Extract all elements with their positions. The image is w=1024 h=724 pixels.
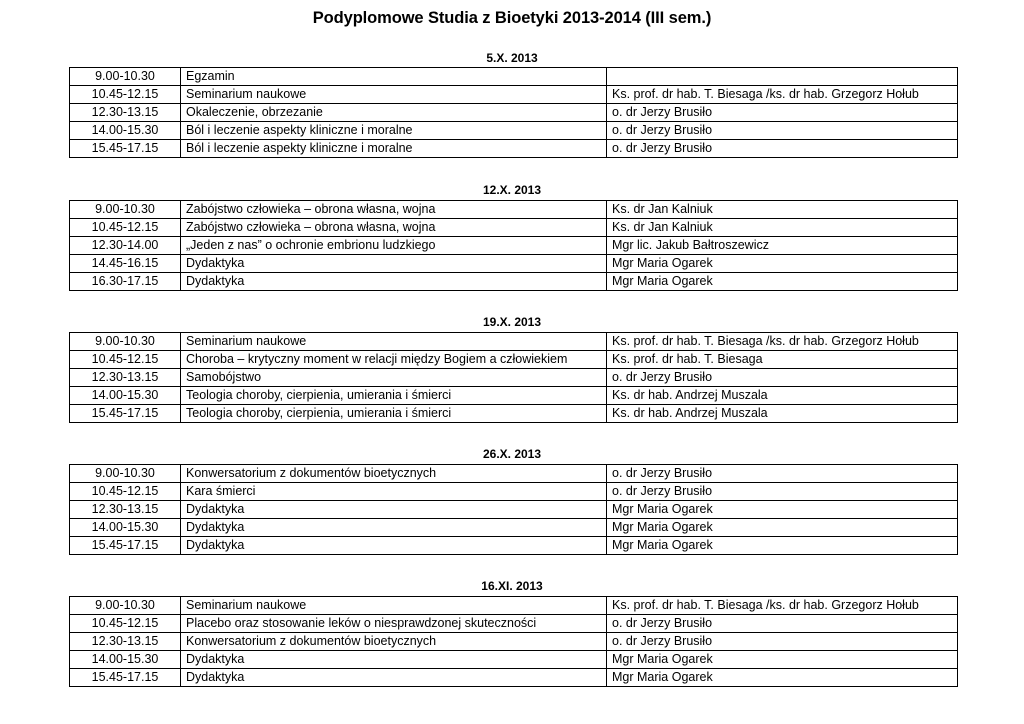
topic-cell: Dydaktyka bbox=[181, 501, 607, 519]
topic-cell: Ból i leczenie aspekty kliniczne i moralne bbox=[181, 140, 607, 158]
lecturer-cell: Mgr Maria Ogarek bbox=[607, 255, 958, 273]
lecturer-cell: Ks. prof. dr hab. T. Biesaga /ks. dr hab. Grzegorz Hołub bbox=[607, 597, 958, 615]
time-cell: 14.00-15.30 bbox=[70, 519, 181, 537]
topic-cell: Okaleczenie, obrzezanie bbox=[181, 104, 607, 122]
page-title: Podyplomowe Studia z Bioetyki 2013-2014 (III sem.) bbox=[312, 9, 712, 27]
table-row bbox=[70, 122, 958, 140]
lecturer-cell: o. dr Jerzy Brusiło bbox=[607, 465, 958, 483]
lecturer-cell: o. dr Jerzy Brusiło bbox=[607, 483, 958, 501]
day-schedule-table bbox=[69, 67, 958, 158]
time-cell: 12.30-13.15 bbox=[70, 633, 181, 651]
topic-cell: Placebo oraz stosowanie leków o niesprawdzonej skuteczności bbox=[181, 615, 607, 633]
time-cell: 14.00-15.30 bbox=[70, 651, 181, 669]
table-row bbox=[70, 86, 958, 104]
lecturer-cell: Mgr Maria Ogarek bbox=[607, 273, 958, 291]
time-cell: 10.45-12.15 bbox=[70, 351, 181, 369]
day-schedule-table bbox=[69, 596, 958, 687]
time-cell: 12.30-13.15 bbox=[70, 104, 181, 122]
lecturer-cell: Ks. dr hab. Andrzej Muszala bbox=[607, 387, 958, 405]
lecturer-cell: Mgr lic. Jakub Bałtroszewicz bbox=[607, 237, 958, 255]
table-row bbox=[70, 201, 958, 219]
table-row bbox=[70, 537, 958, 555]
topic-cell: Dydaktyka bbox=[181, 651, 607, 669]
topic-cell: Konwersatorium z dokumentów bioetycznych bbox=[181, 465, 607, 483]
time-cell: 16.30-17.15 bbox=[70, 273, 181, 291]
time-cell: 10.45-12.15 bbox=[70, 483, 181, 501]
time-cell: 15.45-17.15 bbox=[70, 537, 181, 555]
topic-cell: Teologia choroby, cierpienia, umierania i śmierci bbox=[181, 387, 607, 405]
topic-cell: Samobójstwo bbox=[181, 369, 607, 387]
time-cell: 14.45-16.15 bbox=[70, 255, 181, 273]
topic-cell: Seminarium naukowe bbox=[181, 597, 607, 615]
table-row bbox=[70, 104, 958, 122]
table-row bbox=[70, 68, 958, 86]
topic-cell: Zabójstwo człowieka – obrona własna, wojna bbox=[181, 219, 607, 237]
table-row bbox=[70, 219, 958, 237]
lecturer-cell: Ks. dr Jan Kalniuk bbox=[607, 201, 958, 219]
table-row bbox=[70, 140, 958, 158]
day-date: 26.X. 2013 bbox=[482, 447, 542, 461]
topic-cell: Dydaktyka bbox=[181, 255, 607, 273]
lecturer-cell: o. dr Jerzy Brusiło bbox=[607, 122, 958, 140]
table-row bbox=[70, 351, 958, 369]
table-row bbox=[70, 633, 958, 651]
time-cell: 15.45-17.15 bbox=[70, 405, 181, 423]
table-row bbox=[70, 483, 958, 501]
time-cell: 15.45-17.15 bbox=[70, 669, 181, 687]
lecturer-cell: Mgr Maria Ogarek bbox=[607, 519, 958, 537]
topic-cell: Kara śmierci bbox=[181, 483, 607, 501]
topic-cell: Seminarium naukowe bbox=[181, 86, 607, 104]
lecturer-cell: Ks. dr Jan Kalniuk bbox=[607, 219, 958, 237]
lecturer-cell: o. dr Jerzy Brusiło bbox=[607, 633, 958, 651]
day-schedule-table bbox=[69, 464, 958, 555]
topic-cell: Seminarium naukowe bbox=[181, 333, 607, 351]
time-cell: 9.00-10.30 bbox=[70, 201, 181, 219]
lecturer-cell: Mgr Maria Ogarek bbox=[607, 537, 958, 555]
lecturer-cell: Ks. dr hab. Andrzej Muszala bbox=[607, 405, 958, 423]
day-schedule-table bbox=[69, 332, 958, 423]
topic-cell: Dydaktyka bbox=[181, 537, 607, 555]
table-row bbox=[70, 255, 958, 273]
time-cell: 14.00-15.30 bbox=[70, 387, 181, 405]
lecturer-cell bbox=[607, 68, 958, 86]
topic-cell: Dydaktyka bbox=[181, 669, 607, 687]
lecturer-cell: o. dr Jerzy Brusiło bbox=[607, 140, 958, 158]
table-row bbox=[70, 597, 958, 615]
lecturer-cell: Ks. prof. dr hab. T. Biesaga /ks. dr hab. Grzegorz Hołub bbox=[607, 333, 958, 351]
topic-cell: Egzamin bbox=[181, 68, 607, 86]
topic-cell: Dydaktyka bbox=[181, 519, 607, 537]
lecturer-cell: o. dr Jerzy Brusiło bbox=[607, 369, 958, 387]
lecturer-cell: Ks. prof. dr hab. T. Biesaga /ks. dr hab. Grzegorz Hołub bbox=[607, 86, 958, 104]
time-cell: 10.45-12.15 bbox=[70, 86, 181, 104]
lecturer-cell: o. dr Jerzy Brusiło bbox=[607, 104, 958, 122]
day-date: 5.X. 2013 bbox=[486, 51, 538, 65]
table-row bbox=[70, 405, 958, 423]
topic-cell: Ból i leczenie aspekty kliniczne i moralne bbox=[181, 122, 607, 140]
time-cell: 15.45-17.15 bbox=[70, 140, 181, 158]
table-row bbox=[70, 333, 958, 351]
table-row bbox=[70, 369, 958, 387]
time-cell: 9.00-10.30 bbox=[70, 333, 181, 351]
lecturer-cell: Mgr Maria Ogarek bbox=[607, 651, 958, 669]
day-schedule-table bbox=[69, 200, 958, 291]
table-row bbox=[70, 651, 958, 669]
time-cell: 9.00-10.30 bbox=[70, 597, 181, 615]
lecturer-cell: o. dr Jerzy Brusiło bbox=[607, 615, 958, 633]
topic-cell: „Jeden z nas” o ochronie embrionu ludzkiego bbox=[181, 237, 607, 255]
table-row bbox=[70, 519, 958, 537]
table-row bbox=[70, 387, 958, 405]
topic-cell: Dydaktyka bbox=[181, 273, 607, 291]
table-row bbox=[70, 237, 958, 255]
time-cell: 9.00-10.30 bbox=[70, 465, 181, 483]
time-cell: 10.45-12.15 bbox=[70, 219, 181, 237]
time-cell: 14.00-15.30 bbox=[70, 122, 181, 140]
time-cell: 10.45-12.15 bbox=[70, 615, 181, 633]
topic-cell: Choroba – krytyczny moment w relacji między Bogiem a człowiekiem bbox=[181, 351, 607, 369]
table-row bbox=[70, 501, 958, 519]
day-date: 12.X. 2013 bbox=[482, 183, 542, 197]
table-row bbox=[70, 669, 958, 687]
lecturer-cell: Mgr Maria Ogarek bbox=[607, 501, 958, 519]
table-row bbox=[70, 465, 958, 483]
day-date: 19.X. 2013 bbox=[482, 315, 542, 329]
time-cell: 12.30-13.15 bbox=[70, 501, 181, 519]
topic-cell: Teologia choroby, cierpienia, umierania i śmierci bbox=[181, 405, 607, 423]
day-date: 16.XI. 2013 bbox=[481, 579, 543, 593]
time-cell: 12.30-14.00 bbox=[70, 237, 181, 255]
topic-cell: Konwersatorium z dokumentów bioetycznych bbox=[181, 633, 607, 651]
lecturer-cell: Ks. prof. dr hab. T. Biesaga bbox=[607, 351, 958, 369]
lecturer-cell: Mgr Maria Ogarek bbox=[607, 669, 958, 687]
table-row bbox=[70, 615, 958, 633]
time-cell: 12.30-13.15 bbox=[70, 369, 181, 387]
time-cell: 9.00-10.30 bbox=[70, 68, 181, 86]
topic-cell: Zabójstwo człowieka – obrona własna, wojna bbox=[181, 201, 607, 219]
table-row bbox=[70, 273, 958, 291]
